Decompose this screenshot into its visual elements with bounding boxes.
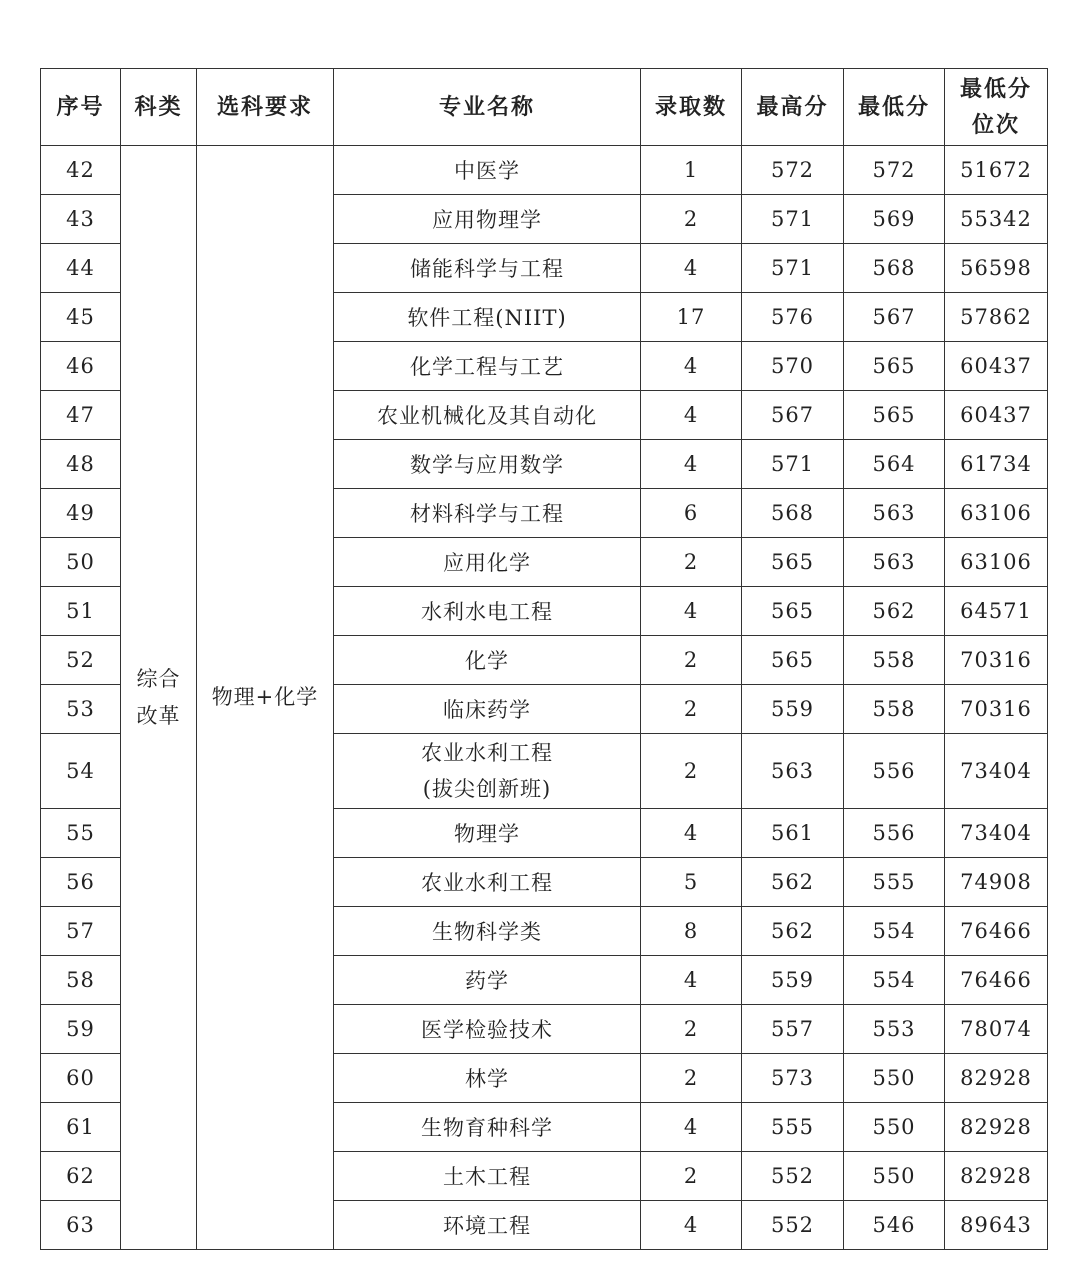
cell-max-score: 570 — [742, 342, 844, 391]
cell-major-name: 应用物理学 — [334, 195, 641, 244]
cell-max-score: 565 — [742, 636, 844, 685]
cell-category-merged — [121, 146, 197, 1250]
cell-major-name: 数学与应用数学 — [334, 440, 641, 489]
cell-admitted-count: 5 — [641, 858, 742, 907]
cell-index: 52 — [41, 636, 121, 685]
cell-index: 46 — [41, 342, 121, 391]
header-major-name: 专业名称 — [334, 69, 641, 146]
cell-min-score-rank: 82928 — [945, 1152, 1048, 1201]
cell-min-score-rank: 57862 — [945, 293, 1048, 342]
cell-admitted-count: 4 — [641, 391, 742, 440]
cell-min-score: 550 — [844, 1103, 945, 1152]
cell-max-score: 573 — [742, 1054, 844, 1103]
cell-major-name: 水利水电工程 — [334, 587, 641, 636]
cell-index: 62 — [41, 1152, 121, 1201]
cell-max-score: 572 — [742, 146, 844, 195]
cell-min-score-rank: 82928 — [945, 1103, 1048, 1152]
category-line1: 综合 — [136, 666, 181, 691]
header-category: 科类 — [121, 69, 197, 146]
cell-min-score-rank: 61734 — [945, 440, 1048, 489]
cell-admitted-count: 2 — [641, 1005, 742, 1054]
cell-max-score: 562 — [742, 907, 844, 956]
header-subject-requirement: 选科要求 — [197, 69, 334, 146]
cell-admitted-count: 2 — [641, 636, 742, 685]
cell-min-score-rank: 63106 — [945, 538, 1048, 587]
cell-index: 51 — [41, 587, 121, 636]
cell-index: 42 — [41, 146, 121, 195]
header-min-score-rank — [945, 69, 1048, 146]
cell-index: 56 — [41, 858, 121, 907]
cell-index: 58 — [41, 956, 121, 1005]
table-header — [41, 69, 1048, 146]
cell-admitted-count: 4 — [641, 440, 742, 489]
cell-admitted-count: 4 — [641, 809, 742, 858]
cell-min-score: 556 — [844, 809, 945, 858]
header-min-score-rank-line1: 最低分 — [959, 76, 1032, 102]
cell-max-score: 562 — [742, 858, 844, 907]
cell-min-score: 563 — [844, 538, 945, 587]
cell-min-score-rank: 76466 — [945, 956, 1048, 1005]
category-line2: 改革 — [136, 703, 181, 728]
cell-major-name: 储能科学与工程 — [334, 244, 641, 293]
cell-min-score: 553 — [844, 1005, 945, 1054]
cell-major-name: 医学检验技术 — [334, 1005, 641, 1054]
header-min-score: 最低分 — [844, 69, 945, 146]
cell-admitted-count: 17 — [641, 293, 742, 342]
cell-min-score-rank: 82928 — [945, 1054, 1048, 1103]
cell-admitted-count: 6 — [641, 489, 742, 538]
cell-max-score: 561 — [742, 809, 844, 858]
cell-min-score-rank: 73404 — [945, 809, 1048, 858]
cell-major-name: 中医学 — [334, 146, 641, 195]
cell-index: 63 — [41, 1201, 121, 1250]
cell-max-score: 559 — [742, 685, 844, 734]
cell-index: 57 — [41, 907, 121, 956]
cell-index: 47 — [41, 391, 121, 440]
cell-major-name — [334, 734, 641, 809]
cell-admitted-count: 8 — [641, 907, 742, 956]
cell-major-name: 农业水利工程 — [334, 858, 641, 907]
cell-index: 53 — [41, 685, 121, 734]
cell-min-score: 555 — [844, 858, 945, 907]
cell-max-score: 568 — [742, 489, 844, 538]
cell-admitted-count: 4 — [641, 342, 742, 391]
cell-min-score-rank: 76466 — [945, 907, 1048, 956]
cell-index: 55 — [41, 809, 121, 858]
cell-major-name: 化学工程与工艺 — [334, 342, 641, 391]
cell-min-score: 565 — [844, 391, 945, 440]
cell-admitted-count: 1 — [641, 146, 742, 195]
cell-admitted-count: 4 — [641, 587, 742, 636]
header-row — [41, 69, 1048, 146]
cell-admitted-count: 2 — [641, 1054, 742, 1103]
table-row — [41, 146, 1048, 195]
cell-min-score: 565 — [844, 342, 945, 391]
cell-major-name: 临床药学 — [334, 685, 641, 734]
cell-min-score-rank: 56598 — [945, 244, 1048, 293]
cell-max-score: 567 — [742, 391, 844, 440]
cell-major-name: 应用化学 — [334, 538, 641, 587]
cell-subject-requirement-merged: 物理+化学 — [197, 146, 334, 1250]
cell-max-score: 559 — [742, 956, 844, 1005]
cell-min-score: 558 — [844, 685, 945, 734]
cell-index: 45 — [41, 293, 121, 342]
cell-major-name: 土木工程 — [334, 1152, 641, 1201]
cell-min-score-rank: 64571 — [945, 587, 1048, 636]
cell-min-score: 550 — [844, 1054, 945, 1103]
cell-min-score-rank: 55342 — [945, 195, 1048, 244]
cell-min-score-rank: 70316 — [945, 636, 1048, 685]
cell-major-name: 软件工程(NIIT) — [334, 293, 641, 342]
cell-admitted-count: 4 — [641, 956, 742, 1005]
cell-min-score-rank: 60437 — [945, 391, 1048, 440]
cell-max-score: 571 — [742, 440, 844, 489]
cell-major-name: 农业机械化及其自动化 — [334, 391, 641, 440]
cell-min-score: 558 — [844, 636, 945, 685]
admission-score-table — [40, 68, 1048, 1250]
cell-min-score-rank: 74908 — [945, 858, 1048, 907]
cell-max-score: 565 — [742, 587, 844, 636]
cell-min-score: 556 — [844, 734, 945, 809]
cell-index: 61 — [41, 1103, 121, 1152]
cell-min-score-rank: 63106 — [945, 489, 1048, 538]
cell-max-score: 565 — [742, 538, 844, 587]
header-max-score: 最高分 — [742, 69, 844, 146]
header-min-score-rank-line2: 位次 — [971, 112, 1020, 138]
cell-admitted-count: 4 — [641, 244, 742, 293]
cell-max-score: 552 — [742, 1201, 844, 1250]
cell-min-score: 572 — [844, 146, 945, 195]
cell-min-score-rank: 51672 — [945, 146, 1048, 195]
cell-index: 44 — [41, 244, 121, 293]
cell-index: 43 — [41, 195, 121, 244]
cell-min-score: 554 — [844, 907, 945, 956]
cell-max-score: 552 — [742, 1152, 844, 1201]
cell-min-score: 564 — [844, 440, 945, 489]
major-name-line2: (拔尖创新班) — [422, 777, 552, 801]
cell-min-score: 550 — [844, 1152, 945, 1201]
cell-major-name: 生物育种科学 — [334, 1103, 641, 1152]
cell-index: 59 — [41, 1005, 121, 1054]
cell-index: 54 — [41, 734, 121, 809]
cell-major-name: 材料科学与工程 — [334, 489, 641, 538]
cell-max-score: 571 — [742, 244, 844, 293]
cell-admitted-count: 2 — [641, 538, 742, 587]
cell-major-name: 化学 — [334, 636, 641, 685]
cell-max-score: 576 — [742, 293, 844, 342]
cell-max-score: 555 — [742, 1103, 844, 1152]
cell-min-score: 554 — [844, 956, 945, 1005]
cell-admitted-count: 2 — [641, 734, 742, 809]
cell-min-score: 562 — [844, 587, 945, 636]
cell-max-score: 557 — [742, 1005, 844, 1054]
cell-index: 60 — [41, 1054, 121, 1103]
cell-admitted-count: 2 — [641, 1152, 742, 1201]
cell-min-score-rank: 73404 — [945, 734, 1048, 809]
cell-min-score: 568 — [844, 244, 945, 293]
header-admitted-count: 录取数 — [641, 69, 742, 146]
table-body — [41, 146, 1048, 1250]
cell-max-score: 571 — [742, 195, 844, 244]
major-name-line1: 农业水利工程 — [421, 741, 553, 765]
cell-admitted-count: 4 — [641, 1201, 742, 1250]
cell-admitted-count: 4 — [641, 1103, 742, 1152]
cell-min-score-rank: 78074 — [945, 1005, 1048, 1054]
cell-index: 48 — [41, 440, 121, 489]
cell-major-name: 物理学 — [334, 809, 641, 858]
cell-min-score-rank: 70316 — [945, 685, 1048, 734]
header-index: 序号 — [41, 69, 121, 146]
cell-major-name: 环境工程 — [334, 1201, 641, 1250]
cell-index: 49 — [41, 489, 121, 538]
cell-max-score: 563 — [742, 734, 844, 809]
cell-min-score: 546 — [844, 1201, 945, 1250]
cell-min-score: 569 — [844, 195, 945, 244]
cell-min-score-rank: 89643 — [945, 1201, 1048, 1250]
cell-major-name: 生物科学类 — [334, 907, 641, 956]
cell-admitted-count: 2 — [641, 685, 742, 734]
cell-index: 50 — [41, 538, 121, 587]
cell-min-score-rank: 60437 — [945, 342, 1048, 391]
cell-min-score: 563 — [844, 489, 945, 538]
cell-major-name: 药学 — [334, 956, 641, 1005]
cell-min-score: 567 — [844, 293, 945, 342]
cell-admitted-count: 2 — [641, 195, 742, 244]
cell-major-name: 林学 — [334, 1054, 641, 1103]
